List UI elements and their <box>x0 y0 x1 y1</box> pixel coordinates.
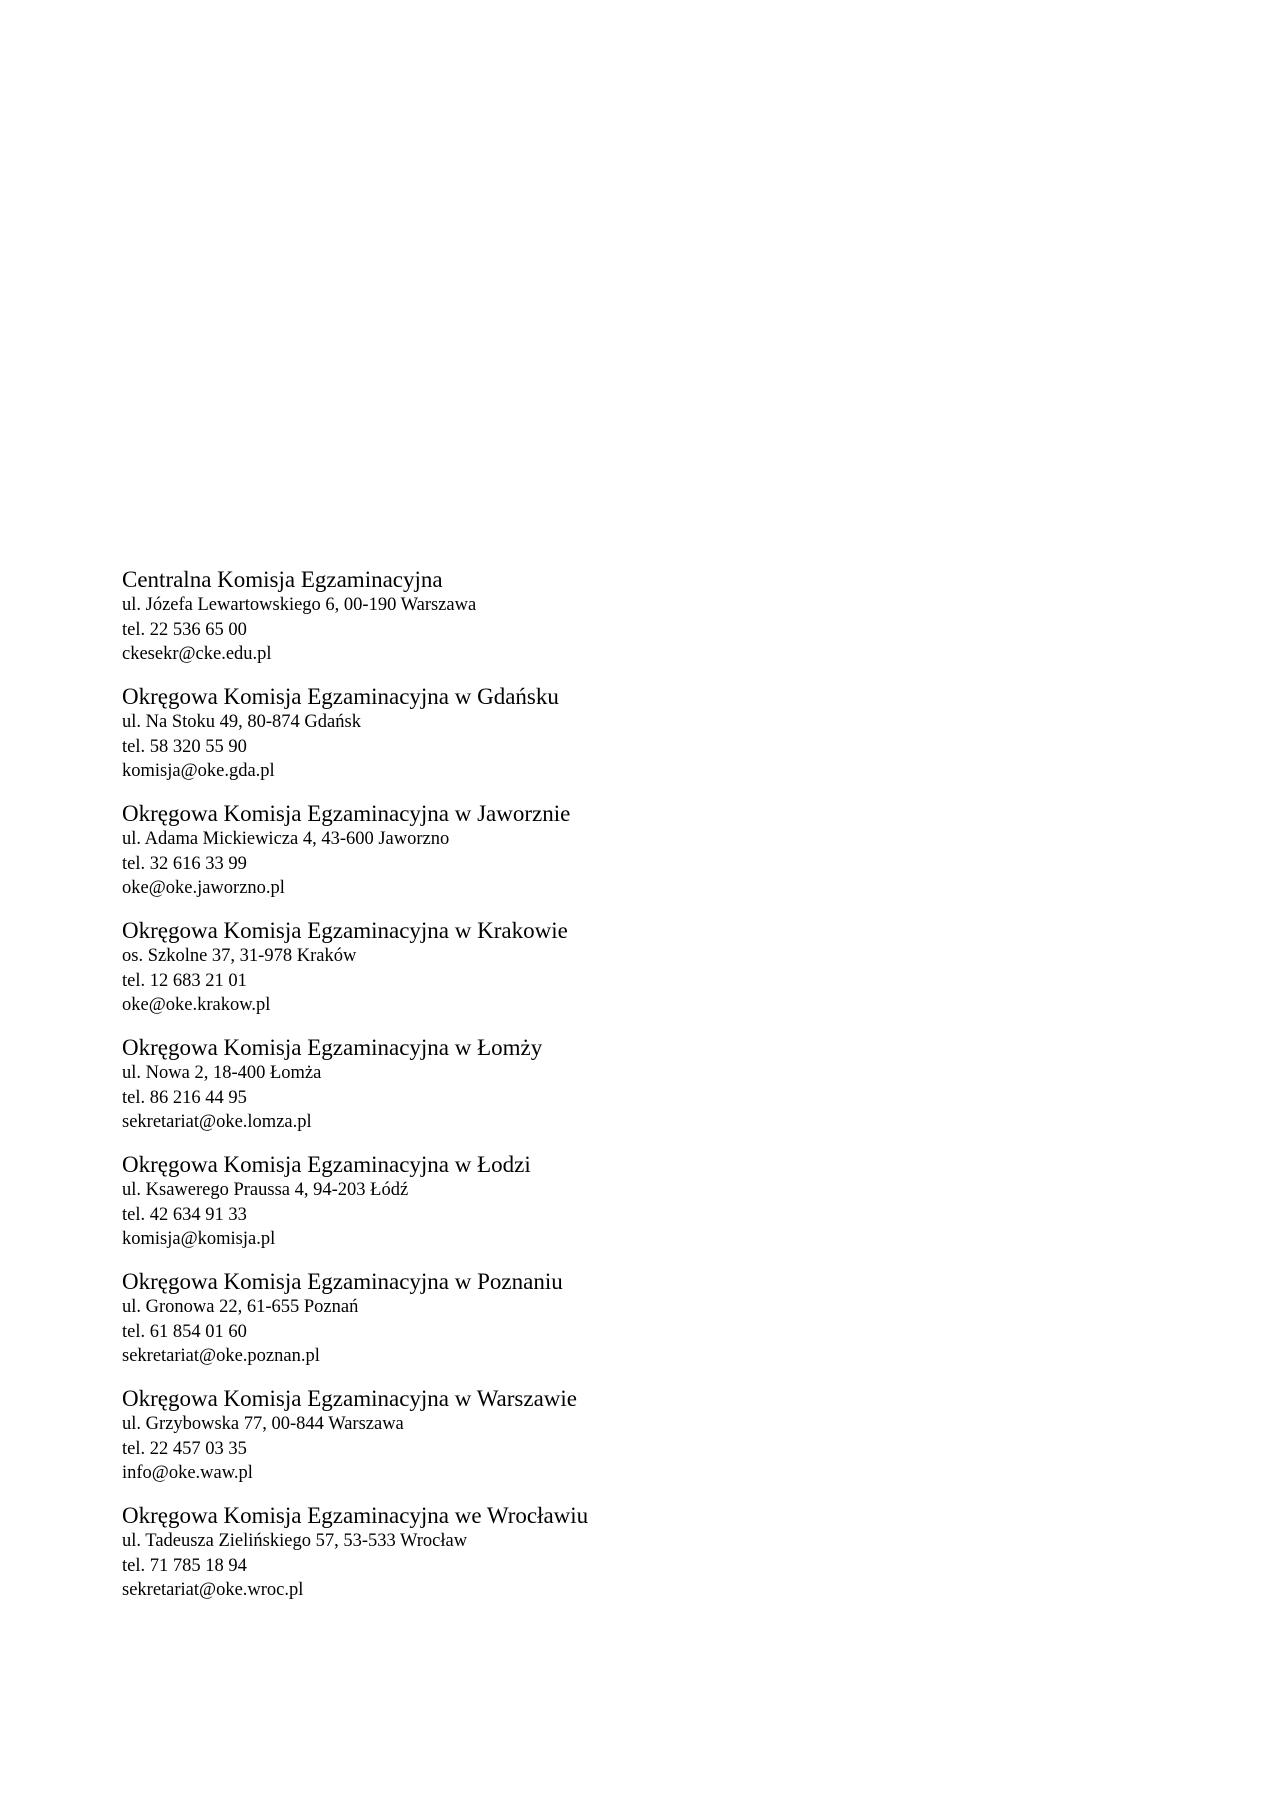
institution-name: Okręgowa Komisja Egzaminacyjna w Poznaniu <box>122 1269 563 1294</box>
institution-address: ul. Nowa 2, 18-400 Łomża <box>122 1063 322 1083</box>
institution-email: komisja@komisja.pl <box>122 1229 276 1249</box>
institution-entry <box>122 917 588 1034</box>
institution-name: Okręgowa Komisja Egzaminacyjna w Łomży <box>122 1035 543 1060</box>
institution-name: Okręgowa Komisja Egzaminacyjna w Krakowie <box>122 918 568 943</box>
institution-email: komisja@oke.gda.pl <box>122 761 275 781</box>
institution-entry <box>122 1034 588 1151</box>
institution-phone: tel. 61 854 01 60 <box>122 1321 247 1342</box>
institution-name: Okręgowa Komisja Egzaminacyjna w Gdańsku <box>122 684 559 709</box>
institution-name: Okręgowa Komisja Egzaminacyjna w Łodzi <box>122 1152 531 1177</box>
institution-entry <box>122 683 588 800</box>
institution-entry <box>122 1502 588 1619</box>
institution-entry <box>122 800 588 917</box>
institution-name: Okręgowa Komisja Egzaminacyjna w Jaworznie <box>122 801 571 826</box>
institution-email: ckesekr@cke.edu.pl <box>122 644 272 664</box>
institution-phone: tel. 86 216 44 95 <box>122 1087 247 1108</box>
institution-name: Okręgowa Komisja Egzaminacyjna we Wrocławiu <box>122 1503 589 1528</box>
institution-phone: tel. 58 320 55 90 <box>122 736 247 757</box>
institution-phone: tel. 22 457 03 35 <box>122 1438 247 1459</box>
institution-email: oke@oke.jaworzno.pl <box>122 878 285 898</box>
institution-email: oke@oke.krakow.pl <box>122 995 271 1015</box>
institution-address: ul. Grzybowska 77, 00-844 Warszawa <box>122 1414 404 1434</box>
institution-phone: tel. 32 616 33 99 <box>122 853 247 874</box>
institution-email: sekretariat@oke.poznan.pl <box>122 1346 320 1366</box>
institution-email: sekretariat@oke.lomza.pl <box>122 1112 312 1132</box>
institution-email: info@oke.waw.pl <box>122 1463 253 1483</box>
institution-entry <box>122 1151 588 1268</box>
institution-phone: tel. 22 536 65 00 <box>122 619 247 640</box>
institution-address: ul. Adama Mickiewicza 4, 43-600 Jaworzno <box>122 829 450 849</box>
institution-address: ul. Gronowa 22, 61-655 Poznań <box>122 1297 359 1317</box>
institution-address: ul. Ksawerego Praussa 4, 94-203 Łódź <box>122 1180 409 1200</box>
institution-list <box>122 566 588 1619</box>
institution-address: os. Szkolne 37, 31-978 Kraków <box>122 946 357 966</box>
institution-phone: tel. 42 634 91 33 <box>122 1204 247 1225</box>
institution-address: ul. Tadeusza Zielińskiego 57, 53-533 Wrocław <box>122 1531 468 1551</box>
institution-entry <box>122 566 588 683</box>
institution-name: Okręgowa Komisja Egzaminacyjna w Warszawie <box>122 1386 578 1411</box>
institution-email: sekretariat@oke.wroc.pl <box>122 1580 304 1600</box>
institution-phone: tel. 71 785 18 94 <box>122 1555 247 1576</box>
institution-address: ul. Józefa Lewartowskiego 6, 00-190 Warszawa <box>122 595 477 615</box>
institution-name: Centralna Komisja Egzaminacyjna <box>122 567 443 592</box>
institution-entry <box>122 1268 588 1385</box>
institution-entry <box>122 1385 588 1502</box>
institution-address: ul. Na Stoku 49, 80-874 Gdańsk <box>122 712 361 732</box>
institution-phone: tel. 12 683 21 01 <box>122 970 247 991</box>
